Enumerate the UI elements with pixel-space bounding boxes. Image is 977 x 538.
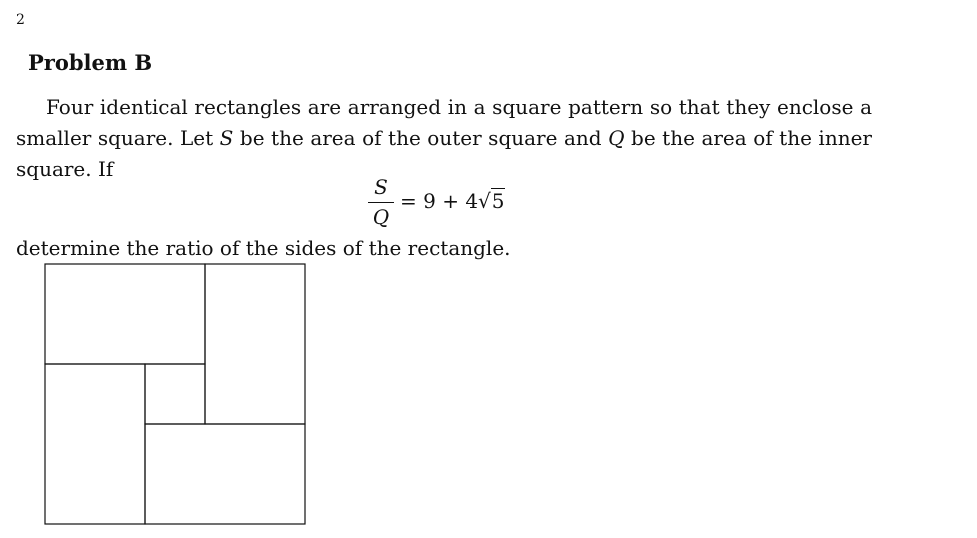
rectangle-top-left [45, 264, 205, 364]
rectangles-figure [44, 263, 308, 527]
fraction-denominator: Q [372, 205, 390, 229]
statement-text-3: be the area of the inner square. If [16, 126, 872, 181]
area-ratio-fraction [366, 174, 396, 229]
problem-title: Problem B [28, 50, 153, 75]
rectangle-bottom-left [45, 364, 145, 524]
rectangle-top-right [205, 264, 305, 424]
variable-q: Q [608, 126, 625, 150]
statement-text-1: Four identical rectangles are arranged in a square pattern so that they enclose a smaller square. Let [16, 95, 872, 150]
problem-conclusion: determine the ratio of the sides of the rectangle. [16, 236, 511, 260]
inner-square [145, 364, 205, 424]
problem-statement [16, 92, 872, 185]
variable-s: S [219, 126, 234, 150]
page-number: 2 [16, 12, 25, 28]
statement-text-2: be the area of the outer square and [233, 126, 609, 150]
rectangle-bottom-right [145, 424, 305, 524]
sqrt-icon: √ [478, 189, 491, 213]
sqrt-radicand: 5 [491, 189, 505, 213]
fraction-numerator: S [374, 175, 388, 199]
equation-right-side [400, 189, 505, 213]
equation-rhs-prefix: = 9 + 4 [400, 189, 479, 213]
